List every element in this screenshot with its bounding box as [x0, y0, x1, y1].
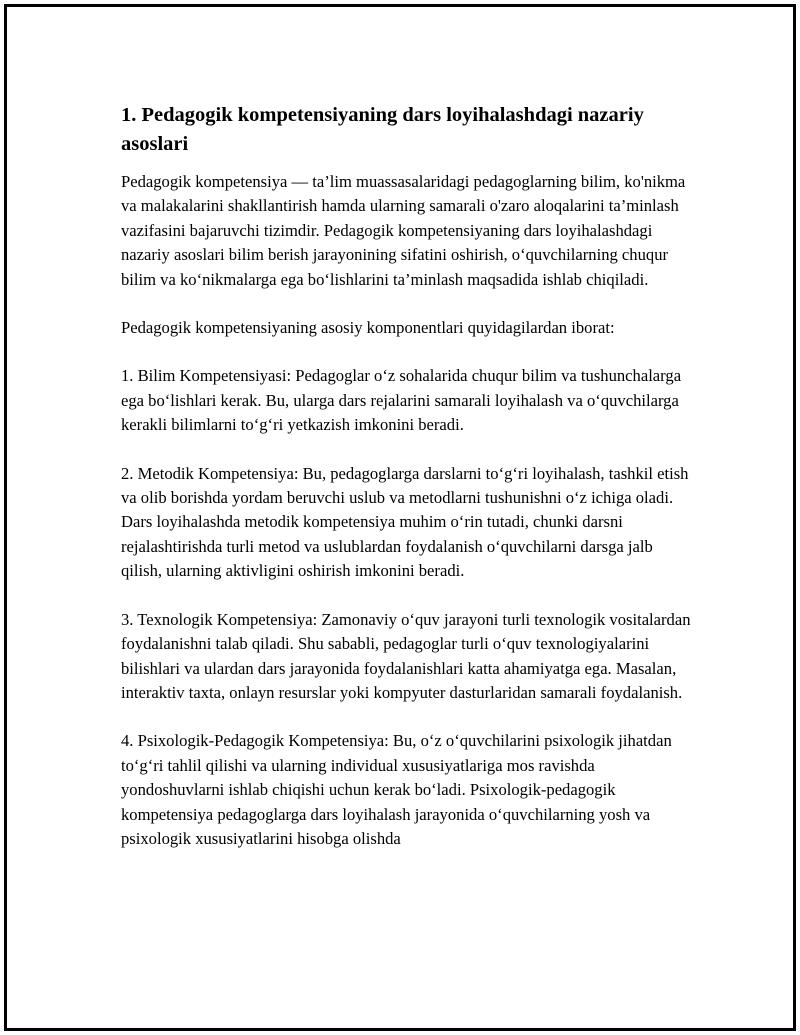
- paragraph-bilim-kompetensiyasi: 1. Bilim Kompetensiyasi: Pedagoglar o‘z sohalarida chuqur bilim va tushunchalarga ega bo‘lishlari kerak. Bu, ularga dars rejalarini samarali loyihalash va o‘quvchilarga kerakli bilimlarni to‘g‘ri yetkazish imkonini beradi.: [121, 366, 682, 435]
- paragraph-components-lead: Pedagogik kompetensiyaning asosiy komponentlari quyidagilardan iborat:: [121, 318, 615, 338]
- paragraph-metodik-kompetensiya: 2. Metodik Kompetensiya: Bu, pedagoglarga darslarni to‘g‘ri loyihalash, tashkil etish va olib borishda yordam beruvchi uslub va metodlarni tushunishni o‘z ichiga oladi. Dars loyihalashda metodik kompetensiya muhim o‘rin tutadi, chunki darsni rejalashtirishda turli metod va uslublardan foydalanish o‘quvchilarni darsga jalb qilish, ularning aktivligini oshirish imkonini beradi.: [121, 463, 689, 581]
- page-frame: [4, 4, 796, 1031]
- paragraph-intro: Pedagogik kompetensiya — ta’lim muassasalaridagi pedagoglarning bilim, ko'nikma va malakalarini shakllantirish hamda ularning samarali o'zaro aloqalarini ta’minlash vazifasini bajaruvchi tizimdir. Pedagogik kompetensiyaning dars loyihalashdagi nazariy asoslari bilim berish jarayonining sifatini oshirish, o‘quvchilarning chuqur bilim va ko‘nikmalarga ega bo‘lishlarini ta’minlash maqsadida ishlab chiqiladi.: [121, 172, 686, 289]
- section-heading: 1. Pedagogik kompetensiyaning dars loyihalashdagi nazariy asoslari: [121, 104, 644, 155]
- document-body: [121, 101, 691, 851]
- paragraph-psixologik-pedagogik-kompetensiya: 4. Psixologik-Pedagogik Kompetensiya: Bu, o‘z o‘quvchilarini psixologik jihatdan to‘g‘ri tahlil qilishi va ularning individual xususiyatlariga mos ravishda yondoshuvlarni ishlab chiqishi uchun kerak bo‘ladi. Psixologik-pedagogik kompetensiya pedagoglarga dars loyihalash jarayonida o‘quvchilarning yosh va psixologik xususiyatlarini hisobga olishda: [121, 731, 672, 848]
- paragraph-texnologik-kompetensiya: 3. Texnologik Kompetensiya: Zamonaviy o‘quv jarayoni turli texnologik vositalardan foydalanishni talab qiladi. Shu sababli, pedagoglar turli o‘quv texnologiyalarini bilishlari va ulardan dars jarayonida foydalanishlari katta ahamiyatga ega. Masalan, interaktiv taxta, onlayn resurslar yoki kompyuter dasturlaridan samarali foydalanish.: [121, 609, 691, 702]
